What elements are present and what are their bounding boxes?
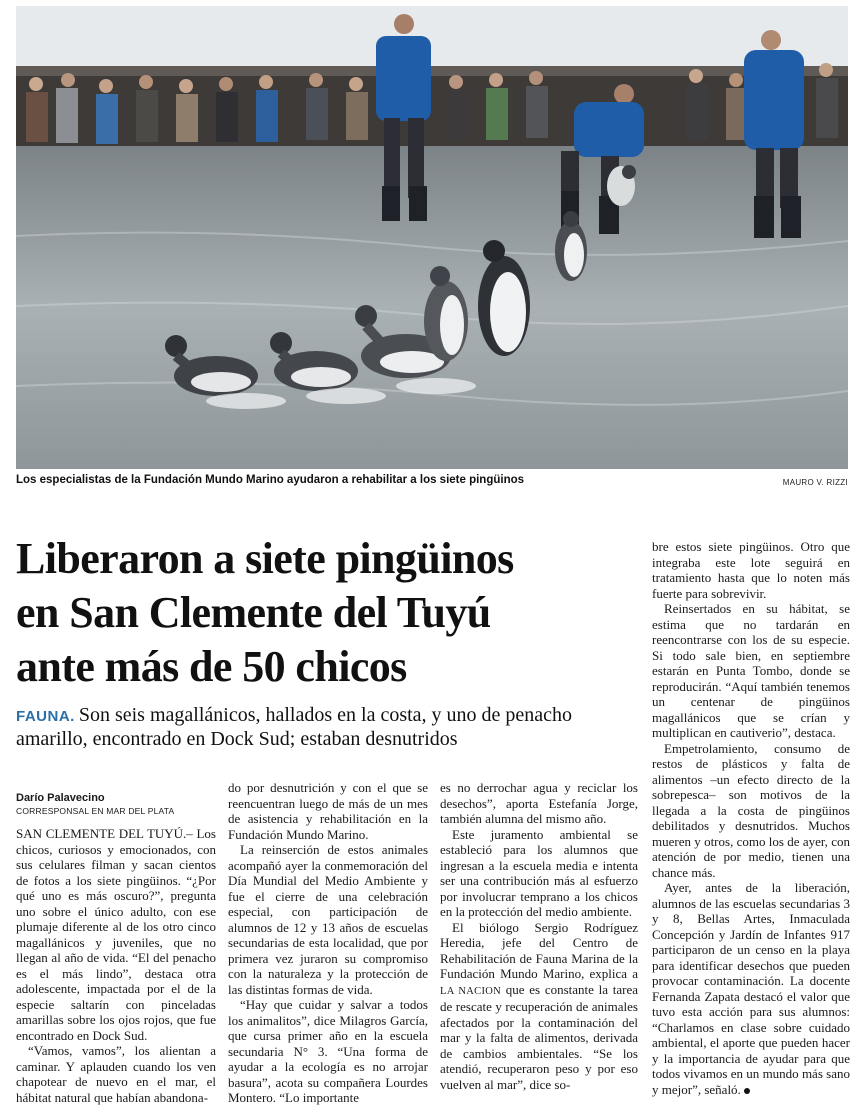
paragraph: es no derrochar agua y reciclar los desechos”, aporta Estefanía Jorge, también alumna del mismo año. <box>440 780 638 826</box>
section-kicker: FAUNA. <box>16 708 75 725</box>
article-deck <box>16 704 636 751</box>
paragraph: “Vamos, vamos”, los alientan a caminar. Y aplauden cuando los ven chapotear de nuevo en el mar, el hábitat natural que habían abandona- <box>16 1043 216 1105</box>
headline-line-3: ante más de 50 chicos <box>16 642 407 691</box>
paragraph-text: que es constante la tarea de rescate y recuperación de animales afectados por la contaminación del mar y la falta de alimentos, derivada de cambios ambientales. “Se los atendió, recuperaron peso y por eso vuelven al mar”, dice so- <box>440 981 639 1092</box>
article-column-1 <box>16 826 216 1105</box>
paragraph <box>652 880 850 1097</box>
headline-line-1: Liberaron a siete pingüinos <box>16 534 514 583</box>
article-column-3 <box>440 780 638 1092</box>
photo-credit: MAURO V. RIZZI <box>782 478 848 487</box>
end-of-article-icon <box>744 1088 750 1094</box>
article-column-2 <box>228 780 428 1106</box>
beach-penguins-illustration <box>16 6 848 469</box>
paragraph: La reinserción de estos animales acompañó ayer la conmemoración del Día Mundial del Medio Ambiente y fue el cierre de una celebración especial, con participación de alumnos de 12 y 13 años de escuelas secundarias de esta localidad, que por primera vez juraron su compromiso con la naturaleza y la protección de las distintas formas de vida. <box>228 842 428 997</box>
article-headline <box>16 532 636 694</box>
article-column-4 <box>652 539 850 1097</box>
paragraph: do por desnutrición y con el que se reencuentran luego de más de un mes de asistencia y rehabilitación en la Fundación Mundo Marino. <box>228 780 428 842</box>
paragraph: bre estos siete pingüinos. Otro que integraba este lote seguirá en tratamiento hasta que lo noten más fuerte para sobrevivir. <box>652 539 850 601</box>
deck-text: Son seis magallánicos, hallados en la costa, y uno de penacho amarillo, encontrado en Dock Sud; estaban desnutridos <box>16 704 573 750</box>
photo-caption: Los especialistas de la Fundación Mundo Marino ayudaron a rehabilitar a los siete pingüinos <box>16 474 525 486</box>
byline <box>16 792 216 816</box>
paragraph-text: Ayer, antes de la liberación, alumnos de las escuelas secundarias 3 y 8, Bellas Artes, Inmaculada Concepción y Jardín de Infantes 917 participaron de un censo en la playa para identificar desechos que pueden provocar contaminación. La docente Fernanda Zapata destacó el valor que tuvo esta acción para sus alumnos: “Charlamos en clase sobre cuidado ambiental, el aporte que pueden hacer y la importancia de ayudar para que todos vivamos en un mundo más sano y mejor”, señaló. <box>652 880 850 1097</box>
headline-line-2: en San Clemente del Tuyú <box>16 588 491 637</box>
news-photo <box>16 6 848 469</box>
paragraph: SAN CLEMENTE DEL TUYÚ.– Los chicos, curiosos y emocionados, con sus celulares filman y sacan cientos de fotos a los siete pingüinos. “¿Por qué uno es más oscuro?”, pregunta uno sobre el único adulto, con ese plumaje diferente al de los otro cinco magallánicos y juveniles, que no llegan al año de vida. “El del penacho es el más lindo”, destaca otra adolescente, impactada por el de la especie saltarín con pinceladas amarillas sobre los ojos rojos, que fue encontrado en Dock Sud. <box>16 826 216 1043</box>
paragraph <box>440 920 638 1093</box>
paragraph: “Hay que cuidar y salvar a todos los animalitos”, dice Milagros García, que cursa primer año en la escuela secundaria N° 3. “Una forma de ayudar a la ecología es no arrojar basura”, acota su compañera Lourdes Montero. “Lo importante <box>228 997 428 1105</box>
paragraph: Empetrolamiento, consumo de restos de plásticos y falta de alimentos –un efecto directo de la sobrepesca– son motivos de la llegada a la costa de pingüinos debilitados y desnutridos. Muchos mueren y otros, como los de ayer, con atención de por medio, tienen una chance más. <box>652 740 850 880</box>
byline-author: Darío Palavecino <box>16 792 105 804</box>
newspaper-name: LA NACION <box>440 985 502 997</box>
paragraph: Reinsertados en su hábitat, se estima que no tardarán en reencontrarse con los de su especie. Si todo sale bien, en septiembre estarán en Punta Tombo, donde se reproducirán. “Aquí también tenemos un centenar de pingüinos magallánicos que se crían y multiplican en cautiverio”, destaca. <box>652 601 850 740</box>
byline-role: CORRESPONSAL EN MAR DEL PLATA <box>16 806 175 816</box>
paragraph-text: El biólogo Sergio Rodríguez Heredia, jefe del Centro de Rehabilitación de Fauna Marina de la Fundación Mundo Marino, explica a <box>440 919 638 981</box>
paragraph: Este juramento ambiental se estableció para los alumnos que ingresan a la escuela media e intenta ser una contribución más al esfuerzo por involucrar temprano a los chicos en la protección del medio ambiente. <box>440 826 638 919</box>
